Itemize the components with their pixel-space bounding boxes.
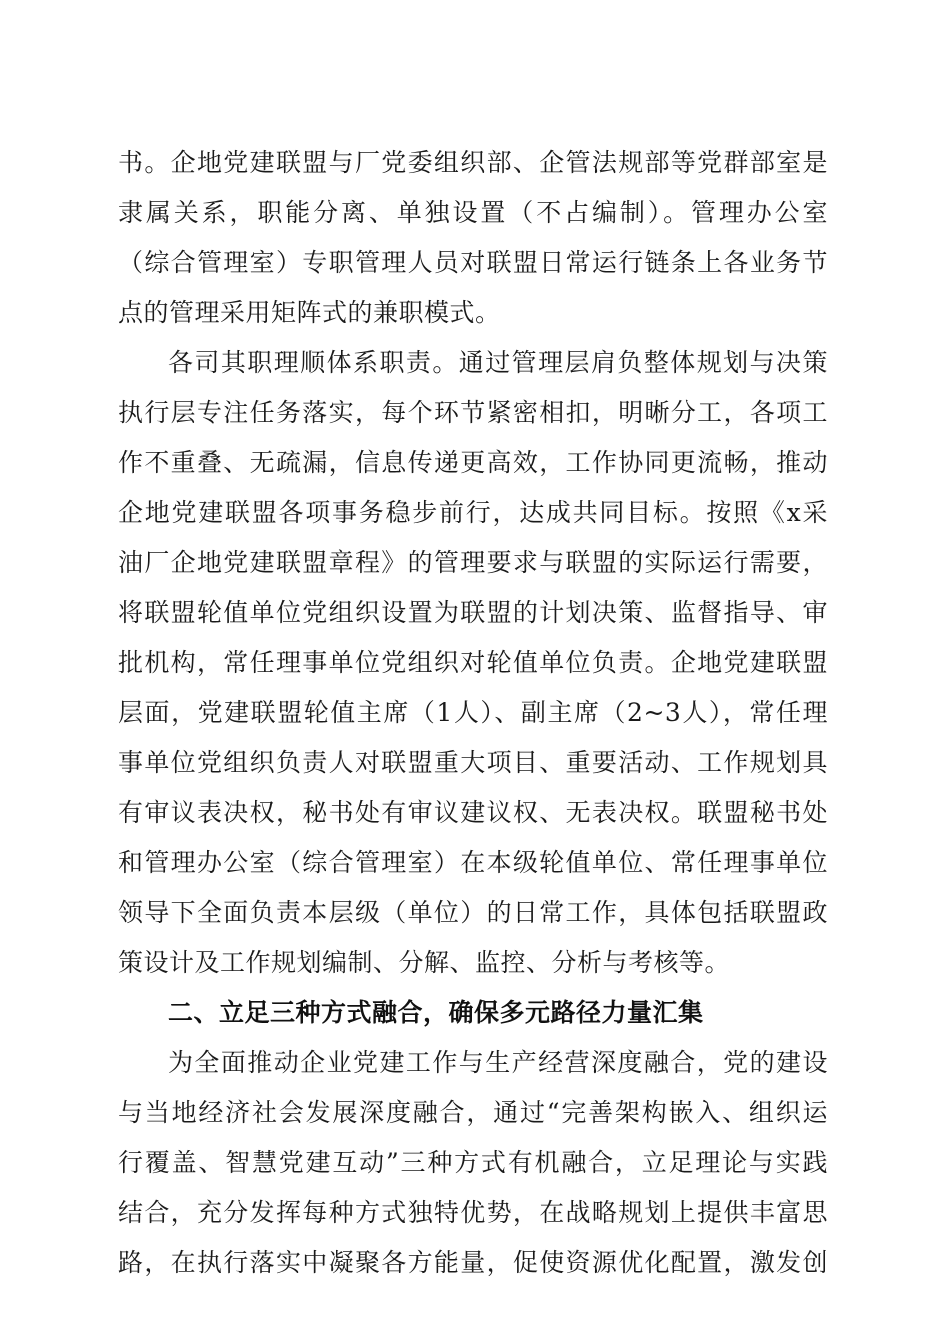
paragraph-2-line-10: 有审议表决权，秘书处有审议建议权、无表决权。联盟秘书处 — [118, 798, 828, 827]
paragraph-3-line-4: 结合，充分发挥每种方式独特优势，在战略规划上提供丰富思 — [118, 1198, 828, 1227]
paragraph-1-line-1: 书。企地党建联盟与厂党委组织部、企管法规部等党群部室是 — [118, 148, 828, 177]
paragraph-2-line-9: 事单位党组织负责人对联盟重大项目、重要活动、工作规划具 — [118, 748, 828, 777]
paragraph-1-line-2: 隶属关系，职能分离、单独设置（不占编制）。管理办公室 — [118, 198, 828, 227]
paragraph-2-line-7: 批机构，常任理事单位党组织对轮值单位负责。企地党建联盟 — [118, 648, 828, 677]
paragraph-2-line-4: 企地党建联盟各项事务稳步前行，达成共同目标。按照《x采 — [118, 498, 828, 527]
section-heading: 二、立足三种方式融合，确保多元路径力量汇集 — [168, 998, 704, 1027]
paragraph-2-line-12: 领导下全面负责本层级（单位）的日常工作，具体包括联盟政 — [118, 898, 828, 927]
paragraph-2-line-1: 各司其职理顺体系职责。通过管理层肩负整体规划与决策 — [168, 348, 828, 377]
paragraph-2-line-6: 将联盟轮值单位党组织设置为联盟的计划决策、监督指导、审 — [118, 598, 828, 627]
paragraph-1-line-4: 点的管理采用矩阵式的兼职模式。 — [118, 298, 501, 327]
paragraph-3-line-2: 与当地经济社会发展深度融合，通过“完善架构嵌入、组织运 — [118, 1098, 828, 1127]
paragraph-2-line-3: 作不重叠、无疏漏，信息传递更高效，工作协同更流畅，推动 — [118, 448, 828, 477]
paragraph-2-line-11: 和管理办公室（综合管理室）在本级轮值单位、常任理事单位 — [118, 848, 828, 877]
paragraph-2-line-5: 油厂企地党建联盟章程》的管理要求与联盟的实际运行需要， — [118, 548, 828, 577]
paragraph-1-line-3: （综合管理室）专职管理人员对联盟日常运行链条上各业务节 — [118, 248, 828, 277]
paragraph-3-line-5: 路，在执行落实中凝聚各方能量，促使资源优化配置，激发创 — [118, 1248, 828, 1277]
paragraph-2-line-2: 执行层专注任务落实，每个环节紧密相扣，明晰分工，各项工 — [118, 398, 828, 427]
paragraph-3-line-3: 行覆盖、智慧党建互动”三种方式有机融合，立足理论与实践 — [118, 1148, 828, 1177]
paragraph-2-line-8: 层面，党建联盟轮值主席（1人）、副主席（2~3人），常任理 — [118, 698, 828, 727]
paragraph-2-line-13: 策设计及工作规划编制、分解、监控、分析与考核等。 — [118, 948, 731, 977]
paragraph-3-line-1: 为全面推动企业党建工作与生产经营深度融合，党的建设 — [168, 1048, 828, 1077]
